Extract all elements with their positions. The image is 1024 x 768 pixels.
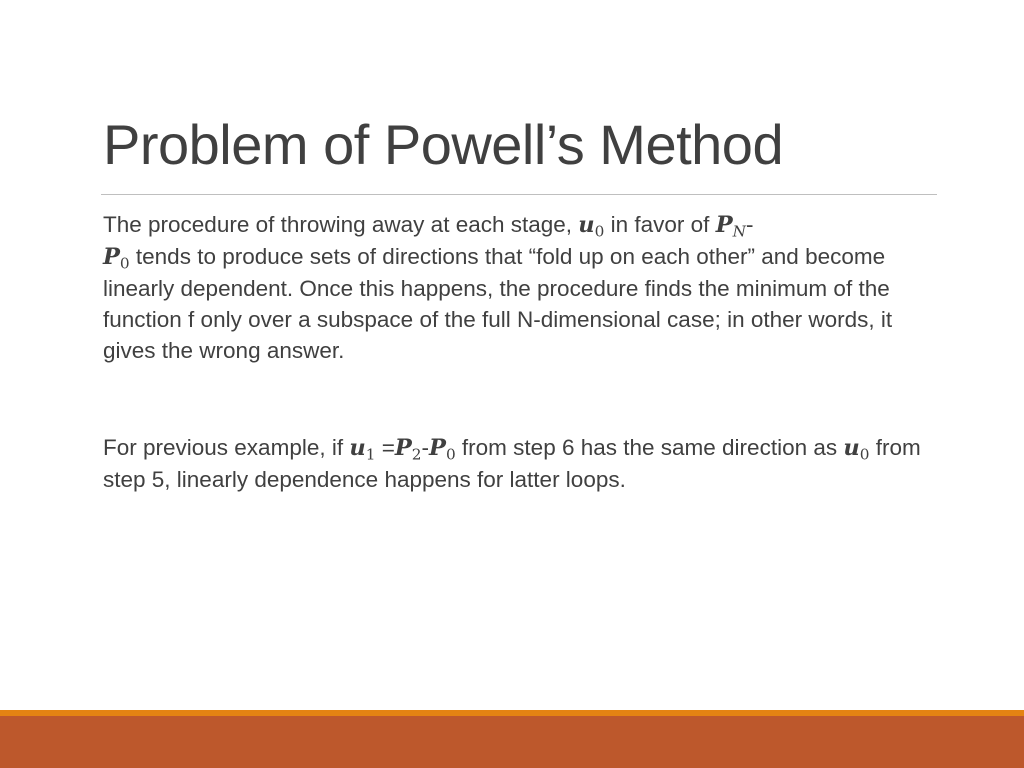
title-divider [101, 194, 937, 195]
math-P2-base: P [394, 435, 412, 461]
math-u0-sub: 0 [594, 222, 605, 241]
paragraph-2-text-4: from step 6 has the same direction as [455, 435, 844, 460]
math-P0-sub: 0 [119, 254, 130, 273]
paragraph-2-text-3: - [421, 435, 430, 460]
paragraph-1 [103, 209, 943, 366]
math-u0 [578, 212, 605, 241]
math-u0-second-base: u [843, 435, 860, 461]
math-P2-sub: 2 [411, 445, 422, 464]
math-P0 [103, 244, 130, 273]
paragraph-2-text-5: from step 5, linearly dependence happens for latter loops. [103, 435, 921, 492]
paragraph-2-text-1: For previous example, if [103, 435, 350, 460]
math-u1-sub: 1 [365, 445, 376, 464]
math-P0-second-base: P [429, 435, 446, 461]
math-u1-base: u [349, 435, 366, 461]
paragraph-1-text-4: tends to produce sets of directions that “fold up on each other” and become linearly dependent. Once this happens, the procedure finds the minimum of the function f only over a subspace of the full N-dimensional case; in other words, it gives the wrong answer. [103, 244, 893, 363]
paragraph-1-text-1: The procedure of throwing away at each stage, [103, 212, 579, 237]
math-P0-base: P [103, 244, 120, 270]
slide-title: Problem of Powell’s Method [103, 113, 784, 176]
math-P2 [394, 435, 422, 464]
paragraph-1-text-2: in favor of [604, 212, 716, 237]
paragraph-1-text-3: - [746, 212, 754, 237]
footer-accent-bar [0, 716, 1024, 768]
math-u1 [349, 435, 376, 464]
math-PN-sub: N [732, 222, 746, 241]
math-u0-base: u [578, 212, 595, 238]
math-u0-second-sub: 0 [859, 445, 870, 464]
math-u0-second [843, 435, 870, 464]
math-PN [715, 212, 746, 241]
slide-body [103, 209, 943, 495]
math-P0-second [429, 435, 456, 464]
math-P0-second-sub: 0 [445, 445, 456, 464]
math-PN-base: P [715, 212, 733, 238]
paragraph-2 [103, 432, 943, 495]
paragraph-2-text-2: = [375, 435, 395, 460]
